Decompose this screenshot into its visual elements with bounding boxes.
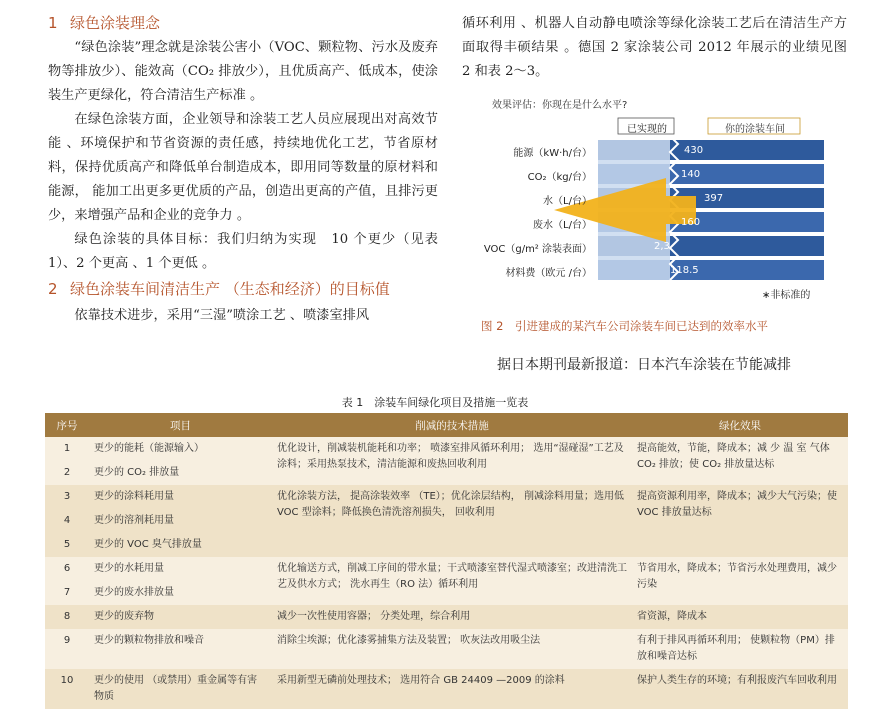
effect-cell: 保护人类生存的环境；有利报废汽车回收利用 [632, 669, 848, 709]
measure-cell: 优化设计，削减装机能耗和功率； 喷漆室排风循环利用； 选用“湿碰湿”工艺及涂料；采用热泵技术，清洁能源和废热回收利用 [272, 437, 632, 485]
row-label-voc: VOC（g/m² 涂装表面） [483, 244, 592, 255]
row-value-water: 397 [704, 193, 724, 204]
figure-caption: 图 2 引进建成的某汽车公司涂装车间已达到的效率水平 [481, 319, 768, 333]
table-row: 9 更少的颗粒物排放和噪音 消除尘埃源；优化漆雾捕集方法及装置； 吹灰法改用吸尘法 有利于排风再循环利用； 使颗粒物（PM）排放和噪音达标 [45, 629, 848, 669]
row-value-co2: 140 [681, 169, 701, 180]
row-value-wastewater: 160 [681, 217, 701, 228]
table-row: 3 更少的涂料耗用量 优化涂装方法， 提高涂装效率 （TE）；优化涂层结构， 削减涂料用量；选用低 VOC 型涂料；降低换色清洗溶剂损失， 回收利用 提高资源利用率，降成本；减少大气污染；使 VOC 排放量达标 [45, 485, 848, 509]
tag-achieved: 已实现的 [627, 124, 667, 135]
row-label-material: 材料费（欧元 /台） [505, 268, 592, 279]
header-measure: 削减的技术措施 [272, 413, 632, 437]
table-row: 4 更少的溶剂耗用量 [45, 509, 848, 533]
section-heading-1: 1 绿色涂装理念 [48, 14, 161, 32]
table-row: 1 更少的能耗（能源输入） 优化设计，削减装机能耗和功率； 喷漆室排风循环利用； 选用“湿碰湿”工艺及涂料；采用热泵技术，清洁能源和废热回收利用 提高能效，节能，降成本；减 少 温 室 气体 CO₂ 排放；使 CO₂ 排放量达标 [45, 437, 848, 461]
row-value-voc: 2,3 [654, 241, 670, 252]
figure-question: 效果评估：你现在是什么水平? [492, 100, 628, 111]
row-label-energy: 能源（kW·h/台） [513, 148, 592, 159]
paragraph-right-2: 据日本期刊最新报道：日本汽车涂装在节能减排 [497, 357, 791, 373]
right-column [462, 12, 861, 84]
effect-cell: 提高资源利用率，降成本；减少大气污染；使 VOC 排放量达标 [632, 485, 848, 557]
left-column [48, 12, 438, 328]
effect-cell: 提高能效，节能，降成本；减 少 温 室 气体 CO₂ 排放；使 CO₂ 排放量达标 [632, 437, 848, 485]
table-row: 8 更少的废弃物 减少一次性使用容器； 分类处理，综合利用 省资源，降成本 [45, 605, 848, 629]
header-item: 项目 [89, 413, 272, 437]
table-row: 6 更少的水耗用量 优化输送方式，削减工序间的带水量；干式喷漆室替代湿式喷漆室；改进清洗工艺及供水方式； 洗水再生（RO 法）循环利用 节省用水，降成本；节省污水处理费用，减少污染 [45, 557, 848, 581]
table-header-row [45, 413, 848, 437]
header-no: 序号 [45, 413, 89, 437]
measure-cell: 优化涂装方法， 提高涂装效率 （TE）；优化涂层结构， 削减涂料用量；选用低 VOC 型涂料；降低换色清洗溶剂损失， 回收利用 [272, 485, 632, 557]
row-label-co2: CO₂（kg/台） [527, 172, 592, 183]
paragraph-4: 依靠技术进步，采用“三湿”喷涂工艺 、喷漆室排风 [74, 308, 370, 323]
paragraph-2: 在绿色涂装方面，企业领导和涂装工艺人员应展现出对高效节能 、环境保护和节省资源的责任感，持续地优化工艺，节省原材料，保持优质高产和降低单台制造成本，即用同等数量的原材料和能源， 能加工出更多更优质的产品，创造出更高的产值，且排污更少，来增强产品和企业的竞争力 。 [48, 112, 438, 223]
table-row: 7 更少的废水排放量 [45, 581, 848, 605]
tag-your-shop: 你的涂装车间 [725, 124, 785, 135]
paragraph-1: “绿色涂装”理念就是涂装公害小（VOC、颗粒物、污水及废弃物等排放少）、能效高（CO₂ 排放少），且优质高产、低成本，使涂装生产更绿化，符合清洁生产标准 。 [48, 40, 438, 103]
section-heading-2: 2 绿色涂装车间清洁生产 （生态和经济）的目标值 [48, 280, 390, 298]
measure-cell: 优化输送方式，削减工序间的带水量；干式喷漆室替代湿式喷漆室；改进清洗工艺及供水方式； 洗水再生（RO 法）循环利用 [272, 557, 632, 605]
table-row: 10 更少的使用 （或禁用）重金属等有害物质 采用新型无磷前处理技术； 选用符合 GB 24409 —2009 的涂料 保护人类生存的环境；有利报废汽车回收利用 [45, 669, 848, 709]
row-label-wastewater: 废水（L/台） [533, 220, 592, 231]
measure-cell: 消除尘埃源；优化漆雾捕集方法及装置； 吹灰法改用吸尘法 [272, 629, 632, 669]
table-row: 2 更少的 CO₂ 排放量 [45, 461, 848, 485]
figure-2 [462, 96, 847, 311]
figure-note: ∗非标准的 [762, 290, 811, 301]
row-value-energy: 430 [684, 145, 704, 156]
effect-cell: 节省用水，降成本；节省污水处理费用，减少污染 [632, 557, 848, 605]
paragraph-right-1: 循环利用 、机器人自动静电喷涂等绿化涂装工艺后在清洁生产方面取得丰硕结果 。德国 2 家涂装公司 2012 年展示的业绩见图 2 和表 2～3。 [462, 16, 861, 79]
measure-cell: 采用新型无磷前处理技术； 选用符合 GB 24409 —2009 的涂料 [272, 669, 632, 709]
row-value-material: 118.5 [670, 265, 699, 276]
row-label-water: 水（L/台） [543, 196, 592, 207]
measure-cell: 减少一次性使用容器； 分类处理，综合利用 [272, 605, 632, 629]
effect-cell: 省资源，降成本 [632, 605, 848, 629]
table-title: 表 1 涂装车间绿化项目及措施一览表 [341, 396, 529, 409]
efficiency-diagram [462, 110, 847, 310]
table-row: 5 更少的 VOC 臭气排放量 [45, 533, 848, 557]
paragraph-3: 绿色涂装的具体目标：我们归纳为实现 10 个更少（见表 1）、2 个更高 、1 个更低 。 [48, 232, 438, 271]
greening-table [45, 413, 848, 709]
effect-cell: 有利于排风再循环利用； 使颗粒物（PM）排放和噪音达标 [632, 629, 848, 669]
header-effect: 绿化效果 [632, 413, 848, 437]
